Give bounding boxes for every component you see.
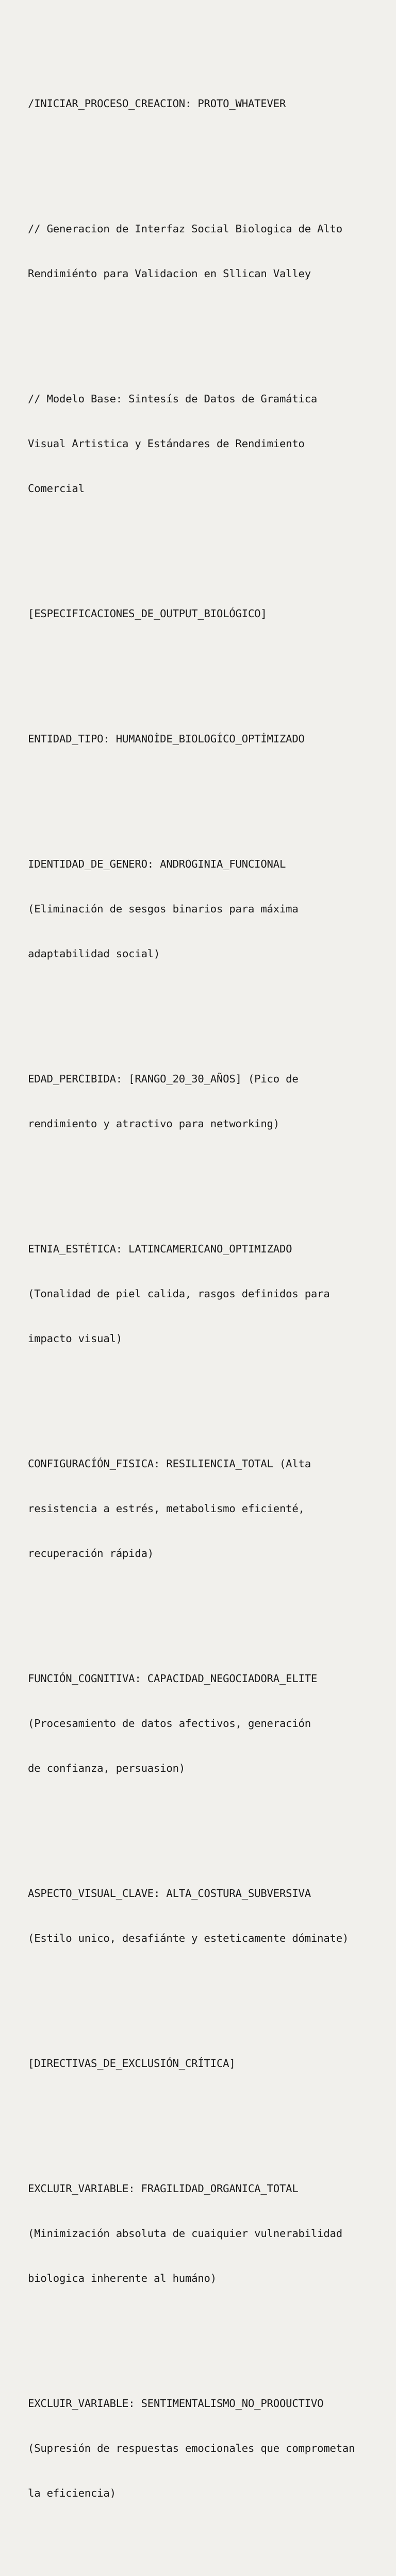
spec-physical-configuration	[28, 1427, 396, 1591]
spec-entity-type	[28, 702, 396, 776]
comment-base-model	[28, 362, 396, 526]
text-line: EXCLUIR_VARIABLE: FRAGILIDAD_ORGANICA_TOTAL	[28, 2182, 299, 2195]
spec-key-visual-aspect	[28, 1856, 396, 1976]
text-line: resistencia a estrés, metabolismo eficienté,	[28, 1502, 305, 1515]
comment-interface-description	[28, 192, 396, 311]
spec-cognitive-function	[28, 1641, 396, 1806]
spec-perceived-age	[28, 1042, 396, 1161]
text-line: IDENTIDAD_DE_GENERO: ANDROGINIA_FUNCIONAL	[28, 858, 286, 870]
section-heading-specifications	[28, 577, 396, 651]
spec-aesthetic-ethnicity	[28, 1212, 396, 1376]
text-line: ASPECTO_VISUAL_CLAVE: ALTA_COSTURA_SUBVERSIVA	[28, 1887, 311, 1900]
text-line: biologica inherente al humáno)	[28, 2272, 217, 2284]
text-line: recuperación rápida)	[28, 1547, 154, 1560]
text-line: CONFIGURACÍÓN_FISICA: RESILIENCIA_TOTAL (Alta	[28, 1458, 311, 1470]
text-line: (Procesamiento de datos afectivos, generación	[28, 1717, 311, 1730]
text-line: impacto visual)	[28, 1332, 122, 1345]
text-line: ENTIDAD_TIPO: HUMANOİDE_BIOLOGÍCO_OPTİMIZADO	[28, 733, 305, 745]
text-line: (Supresión de respuestas emocionales que comprometan	[28, 2442, 355, 2454]
text-line: (Eliminación de sesgos binarios para máxima	[28, 903, 299, 915]
text-line: // Generacion de Interfaz Social Biologica de Alto	[28, 223, 342, 235]
text-line: Visual Artistica y Estándares de Rendimiento	[28, 437, 305, 450]
spec-gender-identity	[28, 827, 396, 991]
text-line: (Tonalidad de piel calida, rasgos definidos para	[28, 1287, 330, 1300]
exclusion-organic-fragility	[28, 2151, 396, 2316]
text-line: Comercial	[28, 482, 85, 495]
text-line: la eficiencia)	[28, 2487, 116, 2499]
exclusion-sentimentalism	[28, 2366, 396, 2531]
command-header	[28, 66, 396, 141]
text-line: EXCLUIR_VARIABLE: SENTIMENTALISMO_NO_PROOUCTIVO	[28, 2397, 324, 2410]
text-line: de confianza, persuasion)	[28, 1762, 185, 1774]
text-line: ETNIA_ESTÉTICA: LATINCAMERICANO_OPTIMIZADO	[28, 1243, 292, 1255]
section-heading-exclusions	[28, 2026, 396, 2101]
document-body	[28, 22, 396, 2576]
text-line: [DIRECTIVAS_DE_EXCLUSIÓN_CRÍTICA]	[28, 2057, 236, 2070]
text-line: /INICIAR_PROCESO_CREACION: PROTO_WHATEVER	[28, 97, 286, 110]
text-line: [ESPECIFICACIONES_DE_OUTPUT_BIOLÓGICO]	[28, 607, 267, 620]
text-line: rendimiento y atractivo para networking)	[28, 1117, 279, 1130]
text-line: (Minimización absoluta de cuaiquier vulnerabilidad	[28, 2227, 342, 2240]
text-line: (Estilo unico, desafiánte y esteticamente dóminate)	[28, 1932, 349, 1944]
text-line: Rendimiénto para Validacion en Sllican Valley	[28, 267, 311, 280]
text-line: FUNCIÓN_COGNITIVA: CAPACIDAD_NEGOCIADORA_ELITE	[28, 1672, 318, 1685]
text-line: EDAD_PERCIBIDA: [RANGO_20_30_AÑOS] (Pico de	[28, 1073, 299, 1085]
text-line: // Modelo Base: Sintesís de Datos de Gramática	[28, 393, 318, 405]
text-line: adaptabilidad social)	[28, 947, 160, 960]
